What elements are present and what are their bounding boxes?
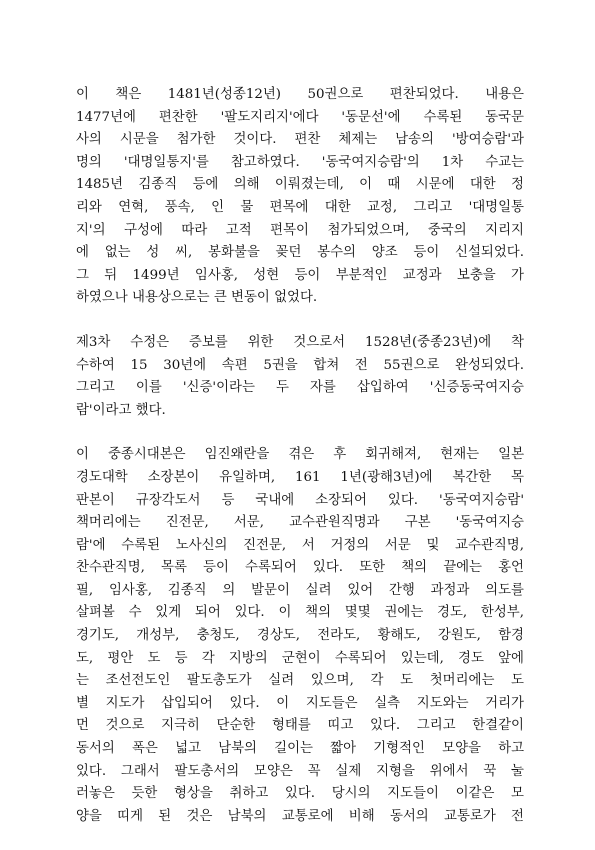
text-line: 도, 평안 도 등 각 지방의 군현이 수록되어 있는데, 경도 앞에 <box>76 650 524 666</box>
text-line: 제3차 수정은 증보를 위한 것으로서 1528년(중종23년)에 착 <box>76 334 524 350</box>
text-line: 동서의 폭은 넓고 남북의 길이는 짧아 기형적인 모양을 하고 <box>76 741 524 757</box>
paragraph-1 <box>76 84 524 310</box>
text-line: 람'이라고 했다. <box>76 402 166 418</box>
text-line: 그리고 이를 '신증'이라는 두 자를 삽입하여 '신증동국여지승 <box>76 380 524 396</box>
text-line: 경도대학 소장본이 유일하며, 161 1년(광해3년)에 복간한 목 <box>76 469 524 485</box>
text-line: 1477년에 편찬한 '팔도지리지'에다 '동문선'에 수록된 동국문 <box>76 109 524 125</box>
text-line: 경기도, 개성부, 충청도, 경상도, 전라도, 황해도, 강원도, 함경 <box>76 628 524 644</box>
text-line: 에 없는 성 씨, 봉화불을 꽂던 봉수의 양조 등이 신설되었다. <box>76 245 524 261</box>
text-line: 러놓은 듯한 형상을 취하고 있다. 당시의 지도들이 이같은 모 <box>76 786 524 802</box>
text-line: 수하여 15 30년에 속편 5권을 합쳐 전 55권으로 완성되었다. <box>76 357 524 373</box>
text-line: 명의 '대명일통지'를 참고하였다. '동국여지승람'의 1차 수교는 <box>76 154 524 170</box>
text-line: 살펴볼 수 있게 되어 있다. 이 책의 몇몇 권에는 경도, 한성부, <box>76 605 524 621</box>
text-line: 사의 시문을 첨가한 것이다. 편찬 체제는 남송의 '방여승람'과 <box>76 132 524 148</box>
text-line: 람'에 수록된 노사신의 진전문, 서 거정의 서문 및 교수관직명, <box>76 537 524 553</box>
text-line: 양을 띠게 된 것은 남북의 교통로에 비해 동서의 교통로가 전 <box>76 808 524 824</box>
text-line: 1485년 김종직 등에 의해 이뤄졌는데, 이 때 시문에 대한 정 <box>76 177 524 193</box>
text-line: 책머리에는 진전문, 서문, 교수관원직명과 구본 '동국여지승 <box>76 515 524 531</box>
text-line: 판본이 규장각도서 등 국내에 소장되어 있다. '동국여지승람' <box>76 492 524 508</box>
text-line: 찬수관직명, 목록 등이 수록되어 있다. 또한 책의 끝에는 홍언 <box>76 560 524 576</box>
text-line: 필, 임사홍, 김종직 의 발문이 실려 있어 간행 과정과 의도를 <box>76 582 524 598</box>
text-line: 이 중종시대본은 임진왜란을 겪은 후 회귀해져, 현재는 일본 <box>76 447 524 463</box>
text-line: 하였으나 내용상으로는 큰 변동이 없었다. <box>76 290 318 306</box>
text-line: 지'의 구성에 따라 고적 편목이 첨가되었으며, 중국의 지리지 <box>76 222 524 238</box>
text-line: 있다. 그래서 팔도총서의 모양은 꼭 실제 지형을 위에서 꾹 눌 <box>76 763 524 779</box>
text-line: 먼 것으로 지극히 단순한 형태를 띠고 있다. 그리고 한결같이 <box>76 718 524 734</box>
text-line: 그 뒤 1499년 임사홍, 성현 등이 부분적인 교정과 보충을 가 <box>76 267 524 283</box>
text-line: 이 책은 1481년(성종12년) 50권으로 편찬되었다. 내용은 <box>76 87 524 102</box>
text-line: 리와 연혁, 풍속, 인 물 편목에 대한 교정, 그리고 '대명일통 <box>76 199 524 215</box>
paragraph-3 <box>76 444 524 828</box>
paragraph-2 <box>76 332 524 422</box>
text-line: 는 조선전도인 팔도총도가 실려 있으며, 각 도 첫머리에는 도 <box>76 673 524 689</box>
text-line: 별 지도가 삽입되어 있다. 이 지도들은 실측 지도와는 거리가 <box>76 695 524 711</box>
document-body <box>76 84 524 850</box>
